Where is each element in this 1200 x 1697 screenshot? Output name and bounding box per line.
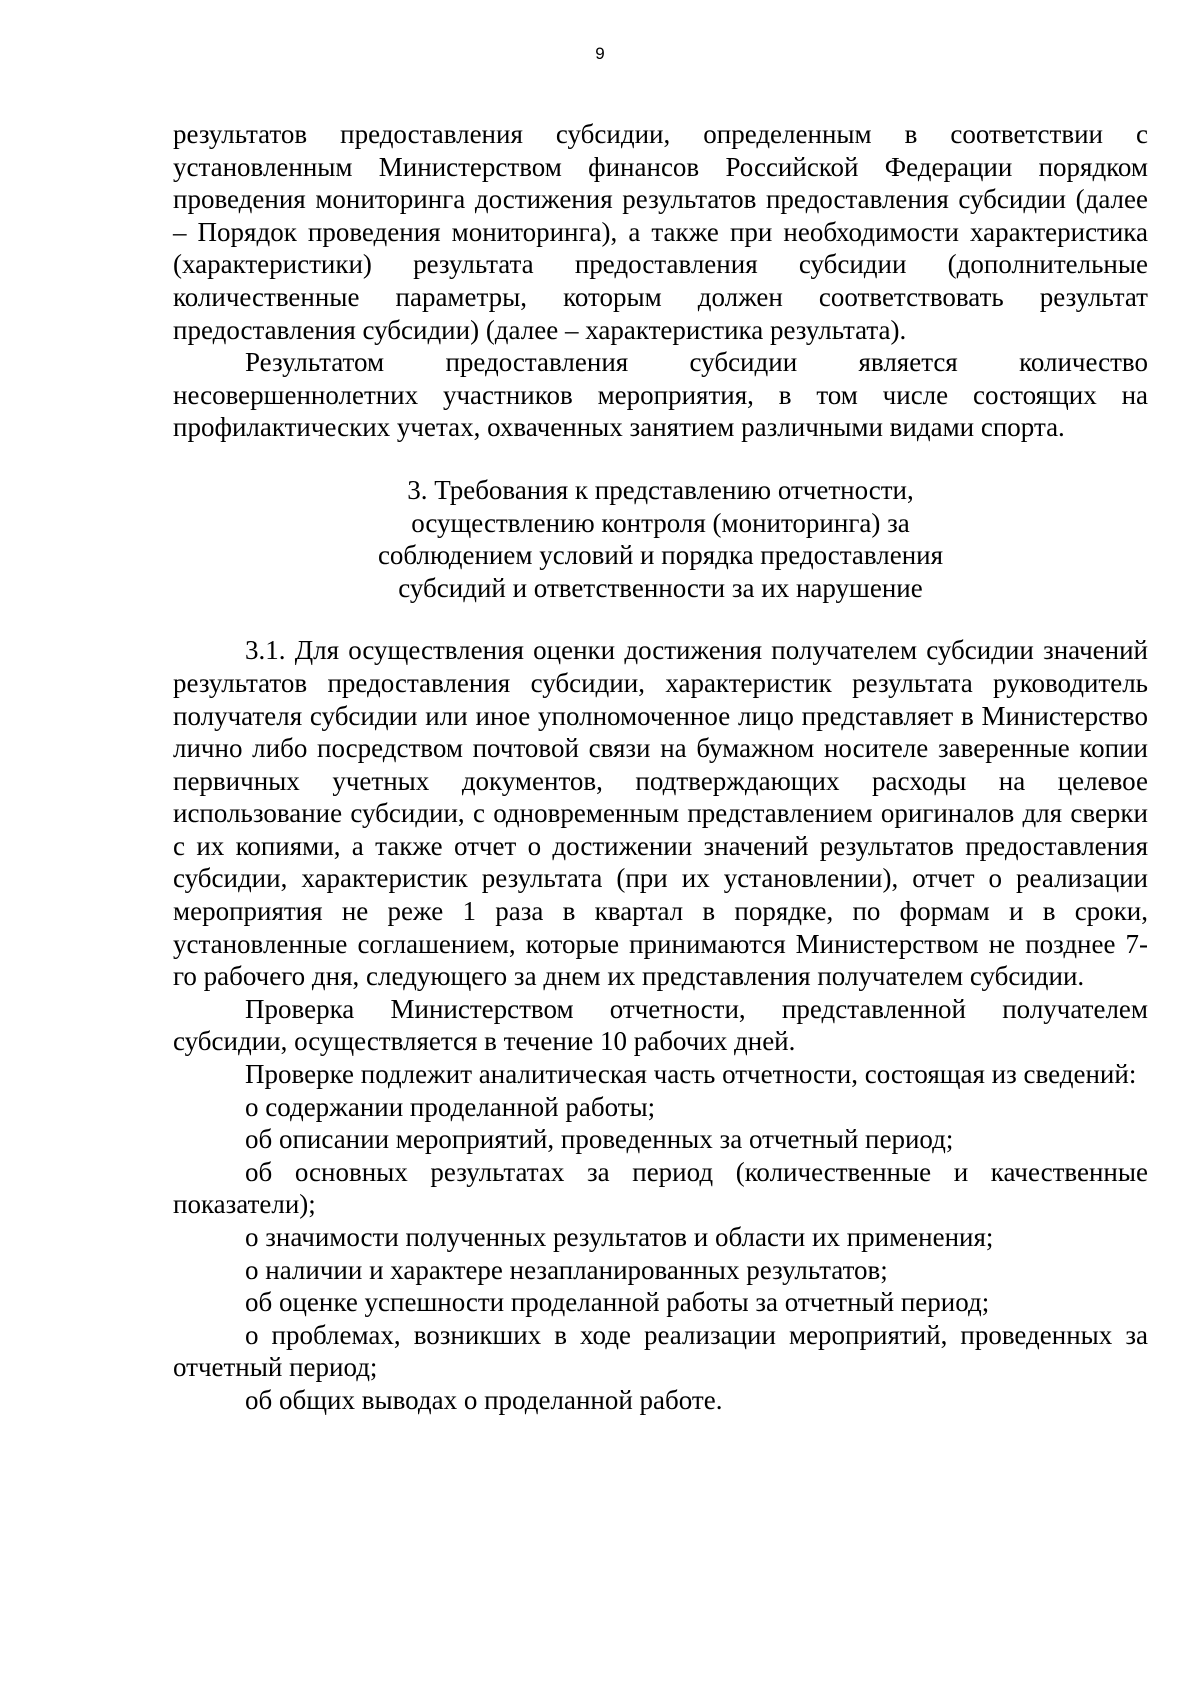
list-item: об описании мероприятий, проведенных за отчетный период; (245, 1124, 954, 1155)
paragraph-3-1: 3.1. Для осуществления оценки достижения получателем субсидии значений результатов предоставления субсидии, характеристик результата руководитель получателя субсидии или иное уполномоченное лицо представляет в Министерство лично либо посредством почтовой связи на бумажном носителе заверенные копии первичных учетных документов, подтверждающих расходы на целевое использование субсидии, с одновременным представлением оригиналов для сверки с их копиями, а также отчет о достижении значений результатов предоставления субсидии, характеристик результата (при их установлении), отчет о реализации мероприятия не реже 1 раза в квартал в порядке, по формам и в сроки, установленные соглашением, которые принимаются Министерством не позднее 7-го рабочего дня, следующего за днем их представления получателем субсидии. (173, 635, 1148, 992)
list-item: об оценке успешности проделанной работы за отчетный период; (245, 1287, 990, 1318)
section-heading-line: 3. Требования к представлению отчетности, (407, 474, 914, 505)
paragraph-subject: Проверке подлежит аналитическая часть отчетности, состоящая из сведений: (245, 1059, 1137, 1090)
list-item: об общих выводах о проделанной работе. (245, 1384, 723, 1415)
list-item: о содержании проделанной работы; (245, 1091, 656, 1122)
section-heading (173, 474, 1148, 604)
section-heading-line: соблюдением условий и порядка предоставления (377, 540, 944, 571)
section-heading-line: осуществлению контроля (мониторинга) за (411, 507, 910, 538)
list-item: о значимости полученных результатов и области их применения; (245, 1222, 994, 1252)
paragraph-check: Проверка Министерством отчетности, представленной получателем субсидии, осуществляется в течение 10 рабочих дней. (173, 993, 1148, 1057)
paragraph-result: Результатом предоставления субсидии является количество несовершеннолетних участников мероприятия, в том числе состоящих на профилактических учетах, охваченных занятием различными видами спорта. (173, 347, 1148, 443)
document-body (173, 118, 1148, 1417)
list-item: об основных результатах за период (количественные и качественные показатели); (173, 1156, 1148, 1220)
list-item: о наличии и характере незапланированных результатов; (245, 1254, 888, 1285)
section-heading-line: субсидий и ответственности за их нарушение (398, 572, 923, 603)
page-number: 9 (595, 44, 605, 63)
paragraph-continuation: результатов предоставления субсидии, определенным в соответствии с установленным Министерством финансов Российской Федерации порядком проведения мониторинга достижения результатов предоставления субсидии (далее – Порядок проведения мониторинга), а также при необходимости характеристика (характеристики) результата предоставления субсидии (дополнительные количественные параметры, которым должен соответствовать результат предоставления субсидии) (далее – характеристика результата). (173, 119, 1148, 345)
list-item: о проблемах, возникших в ходе реализации мероприятий, проведенных за отчетный период; (173, 1319, 1148, 1383)
